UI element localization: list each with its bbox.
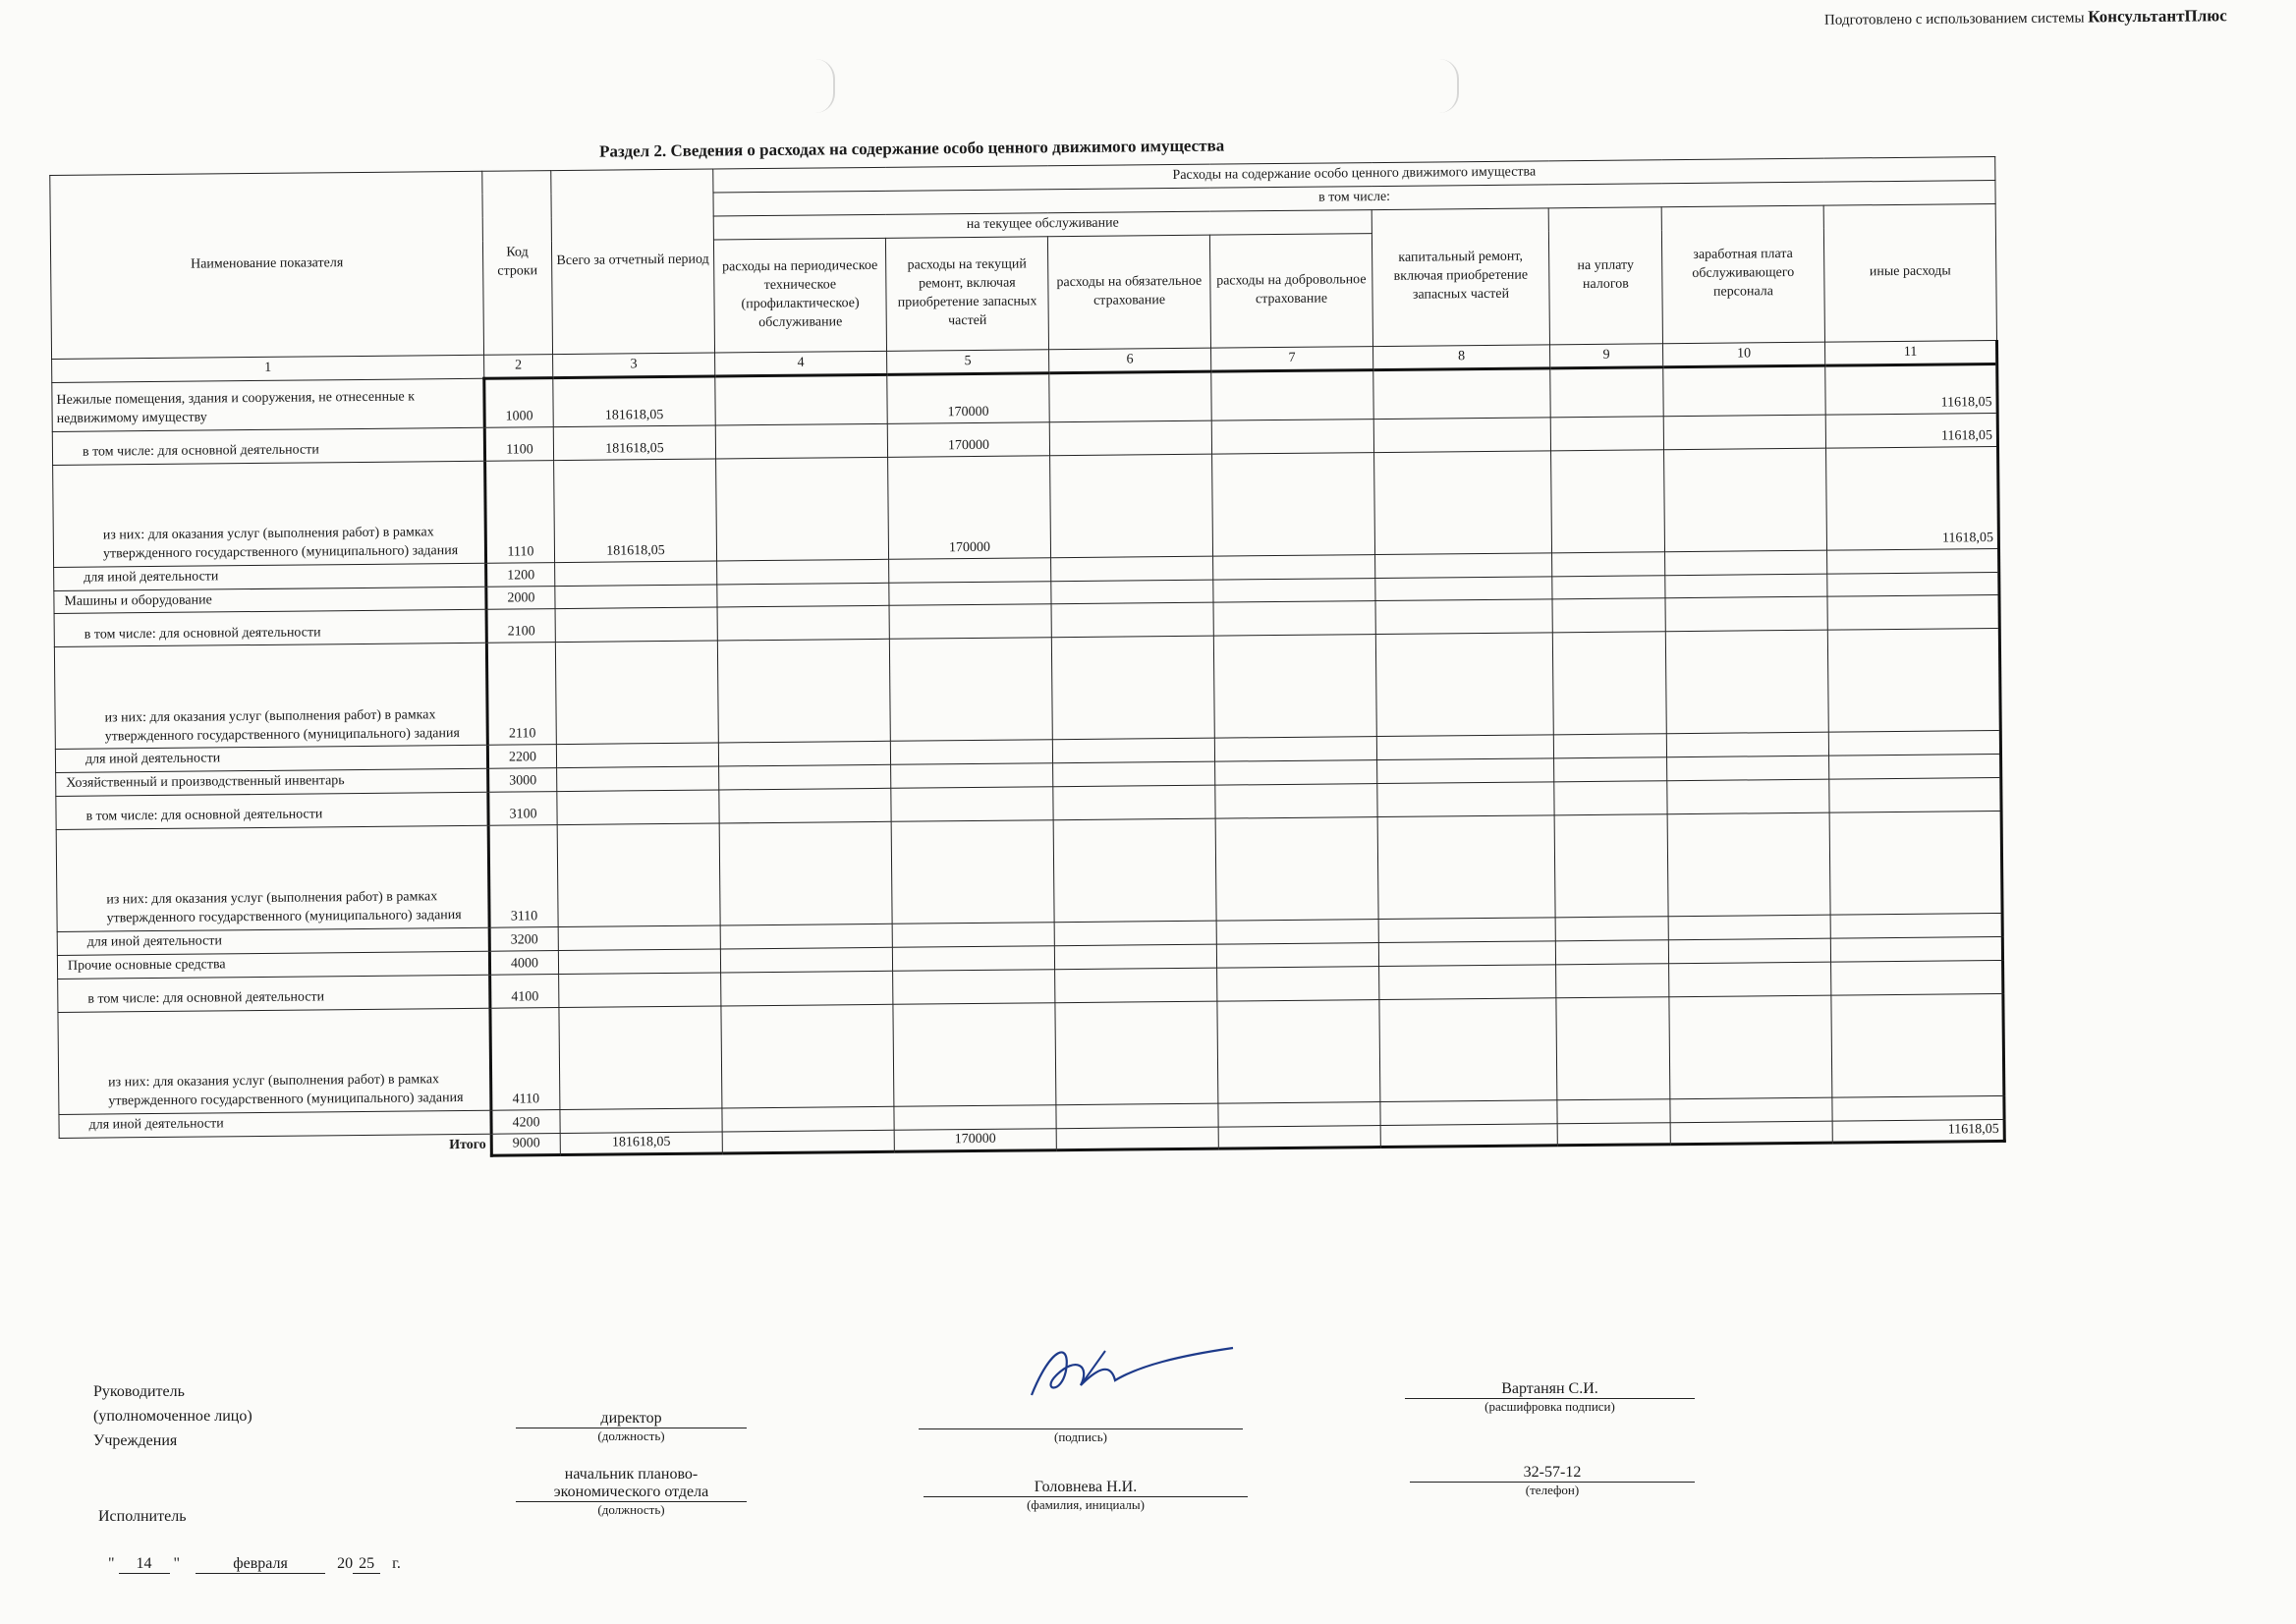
head-label-block [93,1380,252,1453]
row-total [558,925,720,950]
row-code: 4200 [491,1110,560,1135]
table-cell [1052,739,1214,763]
table-cell [1551,449,1665,552]
table-cell [1665,550,1827,575]
total-other: 11618,05 [1832,1119,2004,1143]
signature-scribble-icon [1022,1336,1238,1405]
table-cell [1667,779,1829,814]
head-label-1: Руководитель [93,1383,185,1400]
table-cell [1665,574,1827,598]
table-cell [717,583,889,608]
table-cell [1670,1121,1832,1145]
row-name: в том числе: для основной деятельности [58,975,490,1012]
table-cell [1555,917,1668,941]
table-cell [1553,734,1666,758]
row-total [559,973,721,1008]
row-other [1829,778,2001,813]
table-cell [1668,915,1830,939]
executor-position-2: экономического отдела [516,1484,747,1502]
row-name: в том числе: для основной деятельности [56,792,488,829]
table-cell [1373,368,1550,420]
table-cell [717,606,889,642]
table-cell [721,971,893,1006]
table-cell [1554,757,1667,782]
table-cell [716,457,889,561]
row-total [557,766,719,791]
table-cell [1552,598,1665,633]
table-cell [715,374,887,425]
column-number: 5 [887,349,1049,374]
head-name-block [1405,1380,1695,1415]
row-code: 2100 [486,609,555,644]
table-row [54,629,2000,750]
table-cell [1214,737,1376,761]
table-cell [1215,760,1377,785]
table-cell [1557,1123,1670,1146]
table-cell [1375,576,1552,601]
header-expenses: Расходы на содержание особо ценного движимого имущества [713,156,1995,192]
row-total: 181618,05 [553,376,715,427]
row-repair: 170000 [887,372,1049,423]
column-number: 6 [1049,348,1211,373]
column-number: 9 [1549,343,1662,367]
table-cell [1666,733,1828,757]
row-total [560,1108,722,1133]
row-other [1831,993,2004,1097]
row-total [557,823,720,927]
executor-name-block [924,1479,1248,1513]
table-cell [1053,818,1216,923]
table-cell [1552,632,1666,735]
row-code: 1000 [484,377,553,427]
header-other: иные расходы [1823,203,1996,342]
row-code: 1100 [484,426,553,461]
row-code: 3110 [488,825,558,928]
table-cell [1211,369,1373,420]
table-cell [1050,454,1213,558]
table-cell [1670,1097,1832,1122]
executor-position-block [516,1466,747,1518]
table-cell [1668,938,1830,963]
row-other [1830,937,2002,963]
row-repair: 170000 [888,455,1051,559]
date-year: 25 [353,1555,380,1574]
table-cell [1378,941,1555,967]
row-total [555,585,717,609]
punch-hole-mark [1439,59,1459,113]
header-voluntary-insurance: расходы на добровольное страхование [1209,233,1372,348]
executor-name-caption: (фамилия, инициалы) [1027,1497,1145,1512]
row-other [1829,755,2001,780]
executor-position-1: начальник планово- [564,1466,699,1483]
table-cell [719,765,891,791]
table-cell [1379,998,1557,1102]
row-repair [892,923,1054,947]
row-name: из них: для оказания услуг (выполнения работ) в рамках утвержденного государственного (муниципального) задания [56,825,489,931]
row-code: 3000 [488,768,557,793]
row-repair [891,820,1054,924]
table-cell [1055,968,1217,1003]
row-code: 2110 [486,643,556,746]
row-total [555,641,718,745]
table-cell [1377,815,1555,920]
phone-block [1410,1464,1695,1498]
total-sum: 181618,05 [560,1132,722,1155]
total-code: 9000 [491,1133,560,1155]
table-cell [1554,781,1667,815]
table-cell [1051,603,1213,639]
row-name: Прочие основные средства [57,951,489,979]
table-cell [1213,578,1375,602]
table-cell [1380,1124,1557,1148]
table-cell [722,1106,894,1132]
table-cell [1380,1100,1557,1126]
row-name: Хозяйственный и производственный инвентарь [56,769,488,797]
table-cell [1665,631,1828,735]
table-cell [717,640,890,744]
table-cell [1213,635,1376,739]
row-total [557,790,719,825]
column-number: 2 [484,354,553,378]
row-total: 181618,05 [554,459,717,563]
column-number: 4 [715,351,887,376]
row-name: из них: для оказания услуг (выполнения работ) в рамках утвержденного государственного (муниципального) задания [53,461,486,567]
name-caption: (расшифровка подписи) [1484,1399,1615,1414]
column-number: 1 [52,355,484,382]
note-prefix: Подготовлено с использованием системы [1824,10,2085,28]
table-cell [1049,420,1211,456]
table-row [53,446,1999,567]
row-name: для иной деятельности [59,1110,491,1138]
table-cell [1373,418,1550,453]
date-suffix: г. [392,1555,401,1572]
table-cell [1669,995,1832,1099]
row-code: 3100 [488,792,557,826]
table-cell [1374,451,1552,555]
row-other [1828,731,2000,756]
table-cell [1667,756,1829,780]
header-current-service: на текущее обслуживание [713,209,1372,239]
row-total [555,561,717,586]
row-other [1827,595,1999,631]
table-cell [1663,415,1825,450]
table-cell [720,924,892,950]
table-cell [1215,784,1377,819]
signature-line [919,1410,1243,1429]
date-block: " 14 " февраля 20 25 г. [108,1555,401,1572]
header-mandatory-insurance: расходы на обязательное страхование [1047,235,1210,350]
column-number: 8 [1373,345,1550,370]
table-cell [1375,553,1552,579]
row-code: 2200 [487,745,556,769]
row-repair [890,740,1052,764]
report-page [49,129,2004,1161]
row-name: из них: для оказания услуг (выполнения работ) в рамках утвержденного государственного (муниципального) задания [54,644,487,750]
row-code: 4100 [490,975,559,1009]
header-capital-repair: капитальный ремонт, включая приобретение запасных частей [1372,208,1549,347]
row-name: Машины и оборудование [54,587,486,614]
table-cell [721,1004,894,1108]
header-including: в том числе: [713,180,1995,215]
executor-label: Исполнитель [98,1508,187,1525]
table-cell [1556,997,1670,1100]
table-cell [1550,416,1663,450]
row-repair [892,946,1054,971]
total-repair: 170000 [894,1129,1056,1152]
table-cell [715,423,887,459]
row-name: для иной деятельности [54,563,486,590]
table-cell [1216,943,1378,968]
table-cell [1375,633,1553,737]
table-cell [1051,556,1213,581]
executor-position-caption: (должность) [597,1502,665,1517]
row-repair [893,970,1055,1005]
table-cell [1053,785,1215,820]
header-salary: заработная плата обслуживающего персонала [1661,205,1824,343]
table-cell [1377,758,1554,784]
row-name: для иной деятельности [57,927,489,955]
table-cell [719,789,891,824]
table-cell [1550,366,1663,417]
column-number: 7 [1211,346,1373,371]
row-total [555,607,717,643]
row-name: для иной деятельности [55,746,487,773]
row-other [1827,548,1999,574]
table-cell [1218,1125,1380,1148]
table-cell [1051,580,1213,604]
date-year-prefix: 20 [337,1555,354,1572]
row-repair [889,581,1051,605]
table-row [58,993,2004,1114]
table-cell [1216,920,1378,944]
table-cell [1379,965,1556,1000]
row-code: 1110 [485,460,555,563]
header-name: Наименование показателя [50,171,484,359]
header-code: Код строки [482,171,553,355]
table-cell [1218,1102,1380,1127]
table-cell [1051,637,1214,741]
table-cell [1215,817,1378,922]
table-cell [1378,918,1555,943]
table-cell [1049,371,1211,422]
table-body [52,364,2004,1138]
table-cell [1557,1099,1670,1124]
table-cell [1556,964,1669,998]
table-cell [1213,601,1375,637]
row-code: 3200 [489,927,558,952]
punch-hole-mark [815,59,835,113]
head-name: Вартанян С.И. [1405,1380,1695,1399]
table-cell [718,742,890,767]
position-caption: (должность) [597,1428,665,1443]
column-number: 10 [1662,342,1824,367]
row-repair [889,557,1051,582]
table-cell [1376,735,1553,760]
row-total: 181618,05 [553,425,715,461]
executor-name: Головнева Н.И. [924,1479,1248,1497]
table-cell [1054,944,1216,969]
column-number: 3 [553,353,715,378]
row-name: из них: для оказания услуг (выполнения работ) в рамках утвержденного государственного (муниципального) задания [58,1008,491,1114]
total-label: Итого [59,1134,491,1159]
phone-caption: (телефон) [1525,1483,1580,1497]
table-cell [1054,921,1216,945]
row-repair [889,604,1051,640]
column-number: 11 [1824,340,1996,365]
head-signature-block [919,1410,1243,1445]
header-total: Всего за отчетный период [551,169,715,354]
signature-caption: (подпись) [1054,1429,1107,1444]
table-cell [1669,962,1831,997]
table-cell [720,947,892,973]
row-code: 1200 [486,562,555,587]
table-cell [722,1130,894,1153]
row-other [1831,960,2003,995]
row-total [558,949,720,974]
row-repair [891,763,1053,788]
table-cell [1211,419,1373,454]
table-cell [1055,1001,1218,1105]
row-total [556,743,718,767]
row-name: в том числе: для основной деятельности [54,610,486,647]
row-repair: 170000 [887,421,1049,457]
expenses-table [49,156,2006,1161]
header-repair: расходы на текущий ремонт, включая приобретение запасных частей [885,236,1048,351]
phone: 32-57-12 [1410,1464,1695,1483]
table-cell [1375,599,1552,635]
row-total [559,1006,722,1110]
table-cell [1552,551,1665,576]
row-code: 4110 [490,1008,560,1111]
table-cell [1217,967,1379,1002]
table-cell [1663,365,1825,417]
row-other [1827,629,2000,733]
table-cell [1667,812,1830,917]
table-row [56,812,2002,932]
row-other: 11618,05 [1825,413,1997,448]
table-cell [719,822,892,926]
row-other [1832,1095,2004,1121]
head-position-block [516,1410,747,1444]
row-repair [889,638,1052,742]
table-cell [717,559,889,585]
table-cell [1056,1103,1218,1128]
table-cell [1664,448,1827,552]
date-day: 14 [119,1555,170,1574]
table-cell [1665,597,1827,633]
row-other [1829,812,2002,916]
table-cell [1056,1127,1218,1150]
section-title: Раздел 2. Сведения о расходах на содержание особо ценного движимого имущества [598,136,1225,161]
row-name: в том числе: для основной деятельности [52,427,484,465]
row-other [1830,914,2002,939]
table-cell [1377,782,1554,817]
table-cell [1212,452,1375,556]
head-position: директор [516,1410,747,1428]
row-other [1827,572,1999,597]
row-name: Нежилые помещения, здания и сооружения, не отнесенные к недвижимому имуществу [52,378,484,431]
row-other: 11618,05 [1825,364,1997,415]
row-repair [891,787,1053,822]
table-cell [1554,814,1668,918]
head-label-2: (уполномоченное лицо) [93,1407,252,1425]
row-repair [893,1003,1056,1107]
row-repair [894,1105,1056,1130]
note-brand: КонсультантПлюс [2088,6,2228,27]
table-cell [1555,940,1668,965]
consultant-plus-note [1824,6,2227,29]
table-cell [1552,575,1665,599]
table-cell [1213,554,1375,579]
table-cell [1217,1000,1380,1104]
row-other: 11618,05 [1826,446,1999,550]
table-cell [1053,761,1215,786]
header-periodic: расходы на периодическое техническое (профилактическое) обслуживание [713,238,886,353]
header-taxes: на уплату налогов [1548,207,1662,345]
row-code: 2000 [486,586,555,610]
row-code: 4000 [489,951,558,976]
date-month: февраля [196,1555,325,1574]
head-label-3: Учреждения [93,1431,178,1449]
